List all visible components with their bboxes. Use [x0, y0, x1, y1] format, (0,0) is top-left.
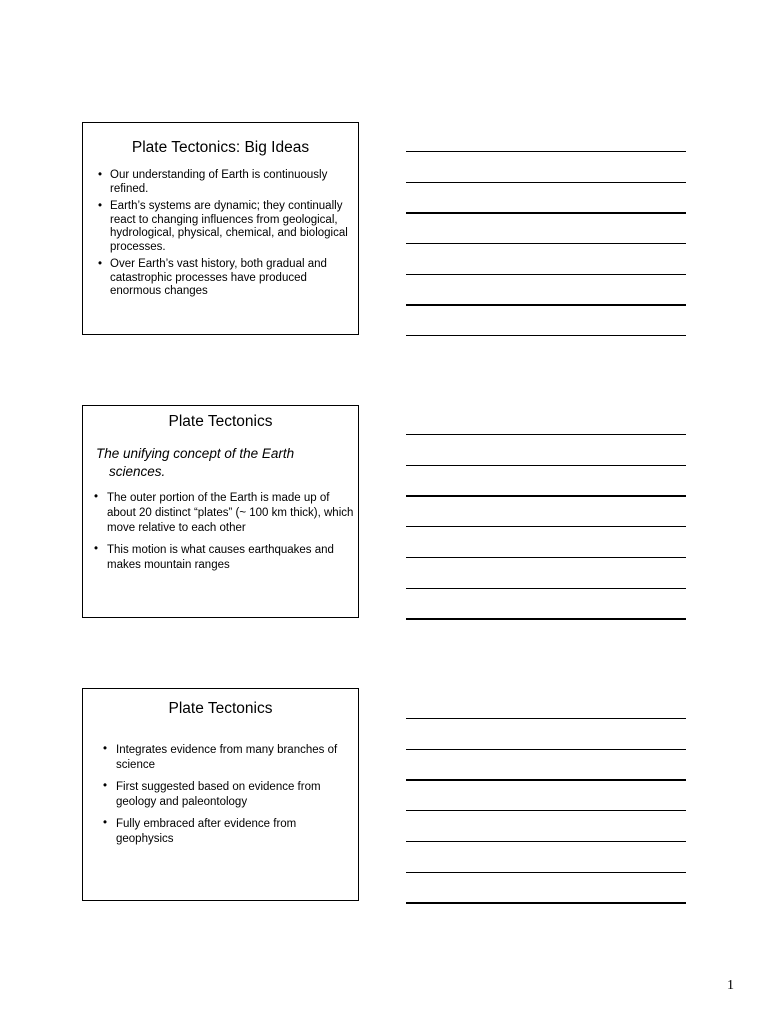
note-line [406, 434, 686, 435]
note-line [406, 872, 686, 873]
note-line [406, 274, 686, 275]
bullet-list [98, 169, 348, 299]
note-line [406, 588, 686, 589]
bullet-text: The outer portion of the Earth is made up of about 20 distinct “plates” (~ 100 km thick), which move relative to each other [107, 492, 354, 534]
bullet-item [98, 258, 348, 299]
note-line [406, 151, 686, 152]
slide-3 [82, 688, 359, 901]
note-line [406, 749, 686, 750]
bullet-glyph: • [98, 169, 103, 181]
slide-title: Plate Tectonics: Big Ideas [131, 139, 310, 156]
bullet-item [103, 743, 348, 773]
bullet-glyph: • [98, 258, 103, 270]
bullet-item [103, 780, 348, 810]
bullet-list [94, 491, 354, 573]
note-line [406, 779, 686, 781]
bullet-glyph: • [94, 543, 99, 555]
note-line [406, 243, 686, 244]
bullet-text: Integrates evidence from many branches of science [116, 744, 338, 771]
note-line [406, 841, 686, 842]
bullet-item [94, 543, 354, 573]
bullet-glyph: • [103, 780, 108, 792]
bullet-list [103, 743, 348, 847]
bullet-glyph: • [94, 491, 99, 503]
note-line [406, 304, 686, 306]
bullet-glyph: • [103, 817, 108, 829]
page-number: 1 [727, 978, 734, 993]
note-line [406, 718, 686, 719]
note-line [406, 902, 686, 904]
slide-2 [82, 405, 359, 618]
bullet-text: This motion is what causes earthquakes and makes mountain ranges [107, 544, 334, 571]
bullet-text: First suggested based on evidence from geology and paleontology [116, 781, 321, 808]
bullet-text: Over Earth’s vast history, both gradual and catastrophic processes have produced enormous changes [110, 258, 327, 297]
note-line [406, 335, 686, 336]
bullet-item [103, 817, 348, 847]
bullet-text: Fully embraced after evidence from geophysics [116, 818, 297, 845]
slide-subtitle: The unifying concept of the Earth sciences. [96, 446, 295, 479]
bullet-item [98, 169, 348, 196]
slide-title: Plate Tectonics [168, 413, 273, 430]
note-line [406, 212, 686, 214]
note-line [406, 618, 686, 620]
bullet-text: Our understanding of Earth is continuously refined. [110, 169, 328, 195]
bullet-text: Earth’s systems are dynamic; they continually react to changing influences from geological, hydrological, physical, chemical, and biological processes. [110, 200, 348, 253]
bullet-glyph: • [98, 200, 103, 212]
note-line [406, 557, 686, 558]
note-line [406, 495, 686, 497]
bullet-item [94, 491, 354, 536]
note-line [406, 182, 686, 183]
note-line [406, 465, 686, 466]
slide-title: Plate Tectonics [168, 700, 273, 717]
note-line [406, 810, 686, 811]
bullet-glyph: • [103, 743, 108, 755]
note-line [406, 526, 686, 527]
bullet-item [98, 200, 348, 254]
slide-1 [82, 122, 359, 335]
